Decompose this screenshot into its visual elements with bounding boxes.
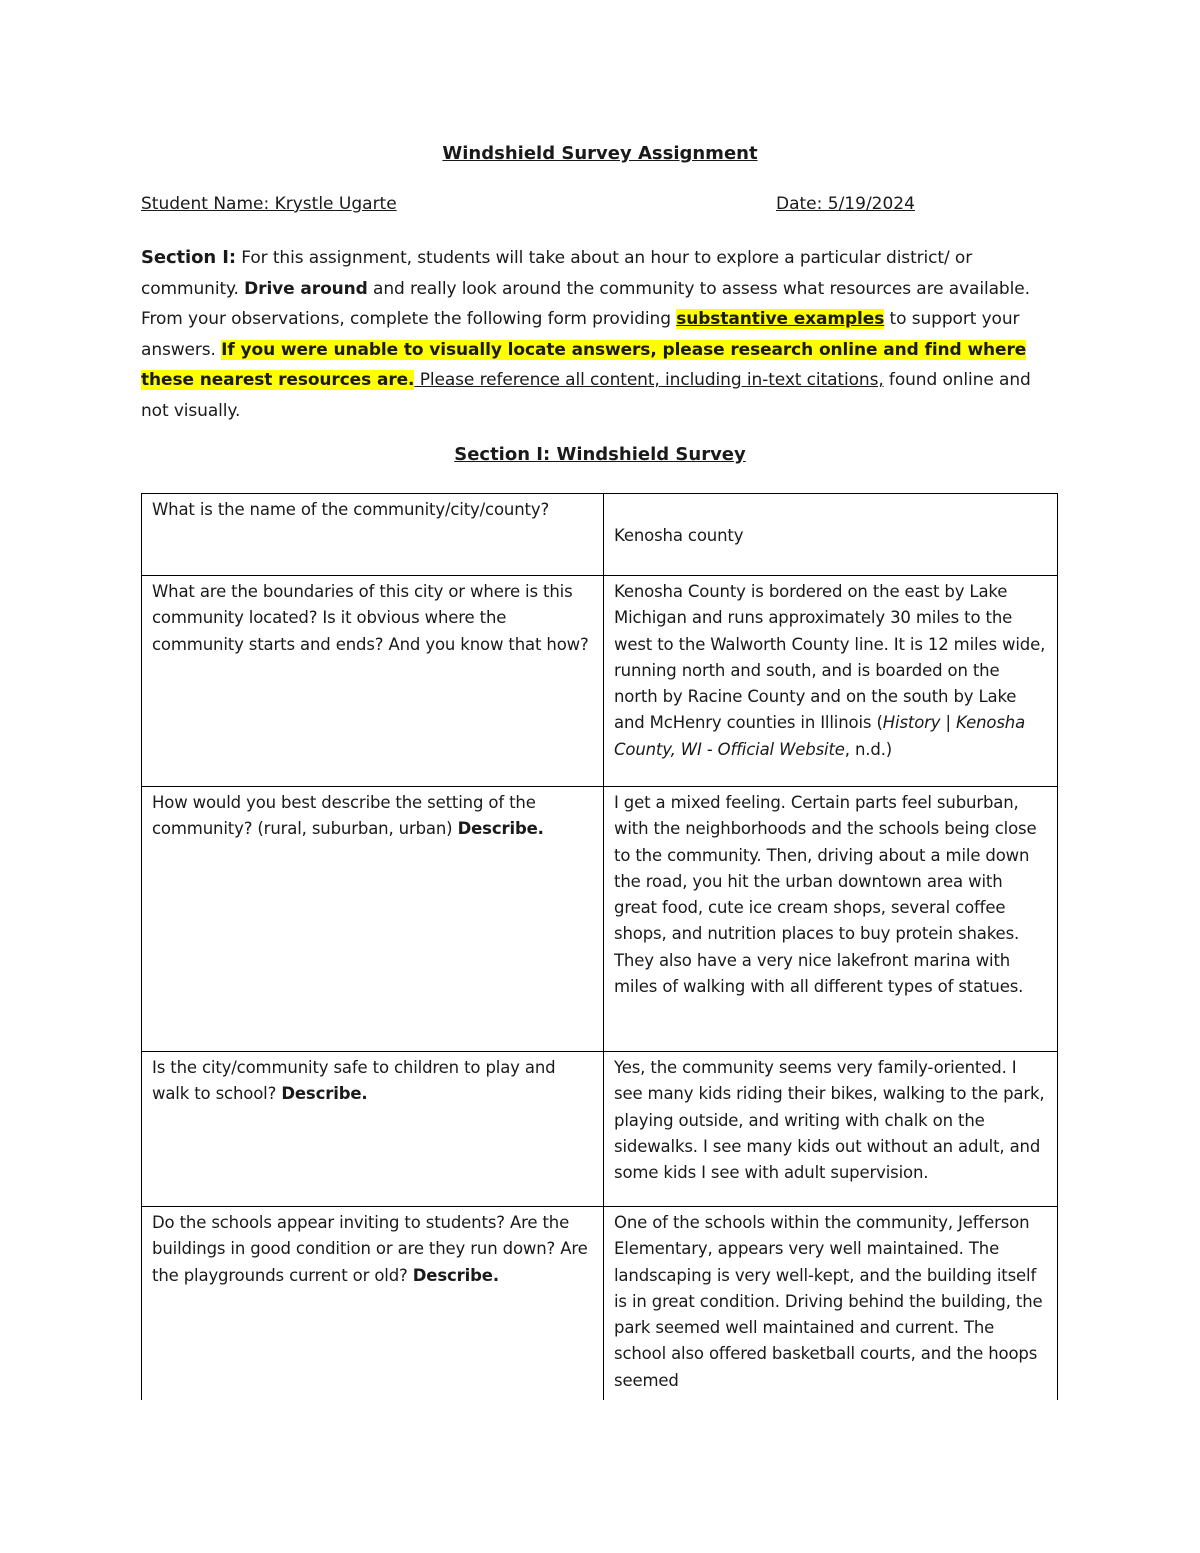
section-title: Section I: Windshield Survey — [454, 444, 746, 465]
question-cell — [142, 494, 604, 576]
question-cell — [142, 1052, 604, 1207]
instructions-paragraph — [141, 243, 1061, 426]
question-text: Is the city/community safe to children to play and walk to school? — [152, 1058, 556, 1104]
table-row — [142, 576, 1058, 787]
question-text: What are the boundaries of this city or where is this community located? Is it obvious where the community starts and ends? And you know that how? — [152, 582, 589, 654]
table-row — [142, 1207, 1058, 1401]
answer-cell — [604, 787, 1058, 1052]
describe-emphasis: Describe. — [457, 819, 544, 839]
instructions-text-1: For this assignment, students will take about an hour to explore a particular district/ or community. — [141, 248, 973, 299]
citation-source: History | Kenosha County, WI - Official Website — [614, 713, 1026, 759]
table-row — [142, 494, 1058, 576]
answer-text: Yes, the community seems very family-oriented. I see many kids riding their bikes, walking to the park, playing outside, and writing with chalk on the sidewalks. I see many kids out without an adult, and some kids I see with adult supervision. — [614, 1058, 1045, 1183]
answer-text: One of the schools within the community, Jefferson Elementary, appears very well maintained. The landscaping is very well-kept, and the building itself is in great condition. Driving behind the building, the park seemed well maintained and current. The school also offered basketball courts, and the hoops seemed — [614, 1213, 1043, 1390]
answer-text: Kenosha county — [614, 526, 744, 545]
describe-emphasis: Describe. — [412, 1265, 499, 1285]
substantive-examples-highlight: substantive examples — [676, 309, 885, 329]
answer-text: I get a mixed feeling. Certain parts feel suburban, with the neighborhoods and the schools being close to the community. Then, driving about a mile down the road, you hit the urban downtown area with great food, cute ice cream shops, several coffee shops, and nutrition places to buy protein shakes. They also have a very nice lakefront marina with miles of walking with all different types of statues. — [614, 793, 1037, 997]
drive-around-emphasis: Drive around — [244, 278, 368, 299]
table-row — [142, 787, 1058, 1052]
research-online-highlight: If you were unable to visually locate answers, please research online and find where these nearest resources are. — [141, 339, 1027, 390]
instructions-text-4: Please reference all content, including — [414, 370, 747, 390]
question-text: Do the schools appear inviting to students? Are the buildings in good condition or are they run down? Are the playgrounds current or old? — [152, 1213, 588, 1285]
student-name: Student Name: Krystle Ugarte — [141, 194, 397, 214]
student-info — [141, 194, 1001, 214]
question-text: How would you best describe the setting of the community? (rural, suburban, urban) — [152, 793, 536, 839]
describe-emphasis: Describe. — [281, 1084, 368, 1104]
instructions-text-5: found online and not visually. — [141, 370, 1031, 421]
survey-table — [141, 493, 1058, 1400]
assignment-date: Date: 5/19/2024 — [776, 194, 915, 214]
question-cell — [142, 787, 604, 1052]
in-text-citations-link: in-text citations, — [746, 370, 884, 390]
answer-text: Kenosha County is bordered on the east by Lake Michigan and runs approximately 30 miles to the west to the Walworth County line. It is 12 miles wide, running north and south, and is boarded on the north by Racine County and on the south by Lake and McHenry counties in Illinois ( — [614, 582, 1046, 733]
instructions-text-3: to support your answers. — [141, 309, 1020, 360]
answer-cell — [604, 1052, 1058, 1207]
instructions-text-2: and really look around the community to assess what resources are available. From your observations, complete the following form providing — [141, 278, 1030, 329]
answer-cell — [604, 576, 1058, 787]
section-label: Section I: — [141, 247, 236, 268]
table-row — [142, 1052, 1058, 1207]
answer-text-end: , n.d.) — [844, 739, 893, 759]
question-text: What is the name of the community/city/county? — [152, 500, 550, 519]
question-cell — [142, 576, 604, 787]
answer-cell — [604, 1207, 1058, 1401]
question-cell — [142, 1207, 604, 1401]
answer-cell — [604, 494, 1058, 576]
document-title: Windshield Survey Assignment — [442, 143, 758, 164]
